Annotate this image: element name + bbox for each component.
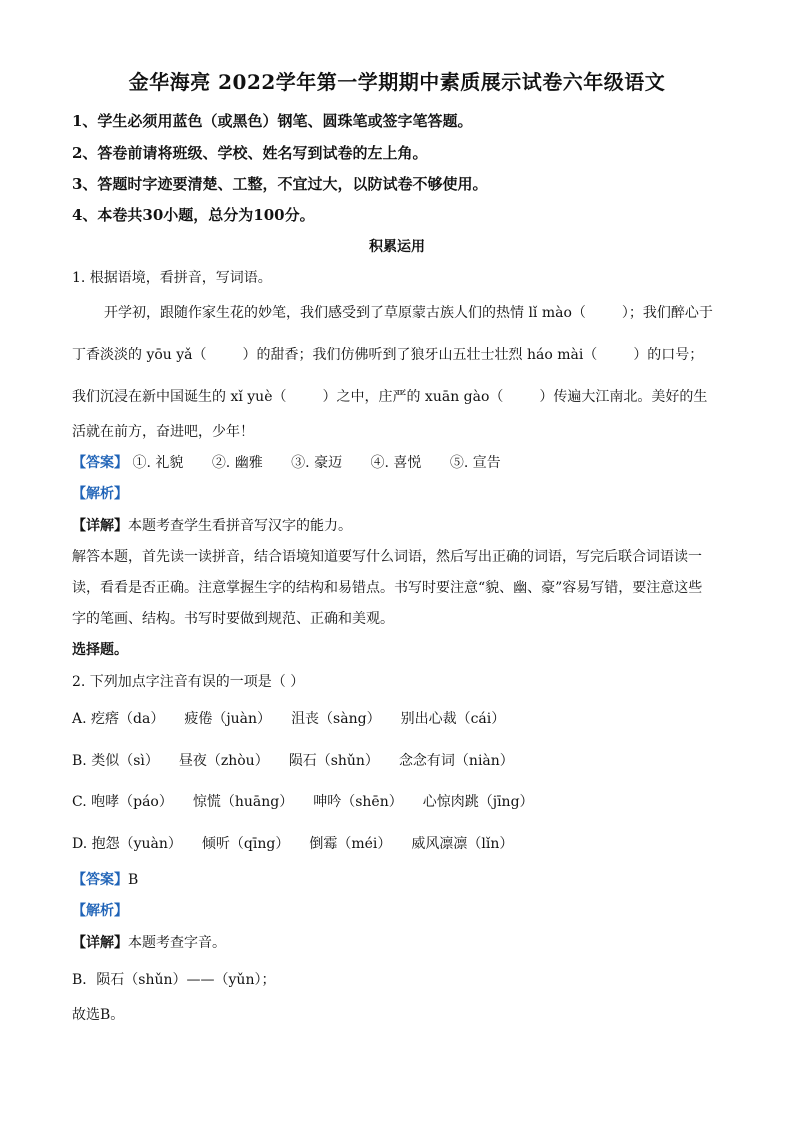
- detail-label: 【详解】: [72, 935, 128, 951]
- notice-3: 3、答题时字迹要清楚、工整，不宜过大，以防试卷不够使用。: [72, 175, 488, 193]
- detail-text: 本题考查字音。: [128, 935, 226, 951]
- notice-1: 1、学生必须用蓝色（或黑色）钢笔、圆珠笔或签字笔答题。: [72, 112, 473, 130]
- page-title: 金华海亮 2022学年第一学期期中素质展示试卷六年级语文: [128, 70, 666, 94]
- option-text: 心惊肉跳（jīng）: [422, 794, 534, 810]
- q2-analysis-label: 【解析】: [72, 903, 128, 919]
- option-text: 倾听（qīng）: [201, 836, 290, 852]
- q1-answer-5: ⑤. 宣告: [449, 455, 501, 471]
- q1-answer-1: ①. 礼貌: [132, 455, 184, 471]
- notice-2: 2、答卷前请将班级、学校、姓名写到试卷的左上角。: [72, 144, 428, 162]
- q1-passage-text: 我们沉浸在新中国诞生的 xǐ yuè（: [72, 389, 287, 405]
- q1-passage-line-2: [72, 344, 703, 364]
- q2-answer: B: [128, 872, 139, 888]
- option-text: 别出心裁（cái）: [400, 711, 506, 727]
- answer-label: 【答案】: [72, 872, 128, 888]
- section-choice-heading: 选择题。: [72, 642, 128, 658]
- option-text: 陨石（shǔn）: [288, 753, 379, 769]
- answer-label: 【答案】: [72, 455, 128, 471]
- q1-answer-4: ④. 喜悦: [370, 455, 422, 471]
- q2-stem: 2. 下列加点字注音有误的一项是（ ）: [72, 674, 305, 690]
- q1-answer-2: ②. 幽雅: [211, 455, 263, 471]
- q1-passage-line-1: [104, 302, 713, 322]
- q2-option-d: [72, 833, 513, 853]
- q1-detail: [72, 515, 352, 535]
- q1-passage-text: ）的口号；: [633, 347, 704, 363]
- q2-answer-row: [72, 869, 138, 889]
- q1-passage-text: ）传遍大江南北。美好的生: [539, 389, 708, 405]
- option-text: A. 疙瘩（da）: [72, 711, 165, 727]
- q1-explain-1: 解答本题，首先读一读拼音，结合语境知道要写什么词语，然后写出正确的词语，写完后联合词语读一: [72, 549, 702, 565]
- q2-option-c: [72, 791, 534, 811]
- q2-explain-2: 故选B。: [72, 1007, 125, 1023]
- q1-passage-line-3: [72, 386, 707, 406]
- option-text: 呻吟（shēn）: [313, 794, 403, 810]
- q1-answer-3: ③. 豪迈: [291, 455, 343, 471]
- detail-label: 【详解】: [72, 518, 128, 534]
- q2-explain-1: B．陨石（shǔn）——（yǔn）；: [72, 972, 276, 988]
- option-text: 惊慌（huāng）: [192, 794, 294, 810]
- option-text: 昼夜（zhòu）: [178, 753, 269, 769]
- section-accumulation-heading: 积累运用: [369, 239, 425, 255]
- q1-passage-text: ）之中，庄严的 xuān gào（: [322, 389, 504, 405]
- option-text: B. 类似（sì）: [72, 753, 159, 769]
- option-text: D. 抱怨（yuàn）: [72, 836, 182, 852]
- q1-passage-text: 丁香淡淡的 yōu yǎ（: [72, 347, 207, 363]
- q2-option-b: [72, 750, 514, 770]
- q1-explain-3: 字的笔画、结构。书写时要做到规范、正确和美观。: [72, 611, 394, 627]
- q1-analysis-label: 【解析】: [72, 486, 128, 502]
- option-text: 疲倦（juàn）: [184, 711, 272, 727]
- notice-4: 4、本卷共30小题，总分为100分。: [72, 206, 315, 224]
- q1-passage-text: ）；我们醉心于: [621, 305, 713, 321]
- option-text: 威风凛凛（lǐn）: [411, 836, 514, 852]
- q2-detail: [72, 932, 226, 952]
- option-text: 沮丧（sàng）: [291, 711, 381, 727]
- q1-passage-line-4: 活就在前方，奋进吧，少年！: [72, 424, 254, 440]
- option-text: 倒霉（méi）: [309, 836, 392, 852]
- q1-passage-text: 开学初，跟随作家生花的妙笔，我们感受到了草原蒙古族人们的热情 lǐ mào（: [104, 305, 586, 321]
- detail-text: 本题考查学生看拼音写汉字的能力。: [128, 518, 352, 534]
- q1-passage-text: ）的甜香；我们仿佛听到了狼牙山五壮士壮烈 háo mài（: [242, 347, 598, 363]
- q1-explain-2: 读，看看是否正确。注意掌握生字的结构和易错点。书写时要注意“貌、幽、豪”容易写错，要注意这些: [72, 580, 703, 596]
- q2-option-a: [72, 708, 505, 728]
- q1-answer-row: [72, 452, 525, 472]
- option-text: C. 咆哮（páo）: [72, 794, 173, 810]
- option-text: 念念有词（niàn）: [398, 753, 514, 769]
- q1-stem: 1. 根据语境，看拼音，写词语。: [72, 270, 272, 286]
